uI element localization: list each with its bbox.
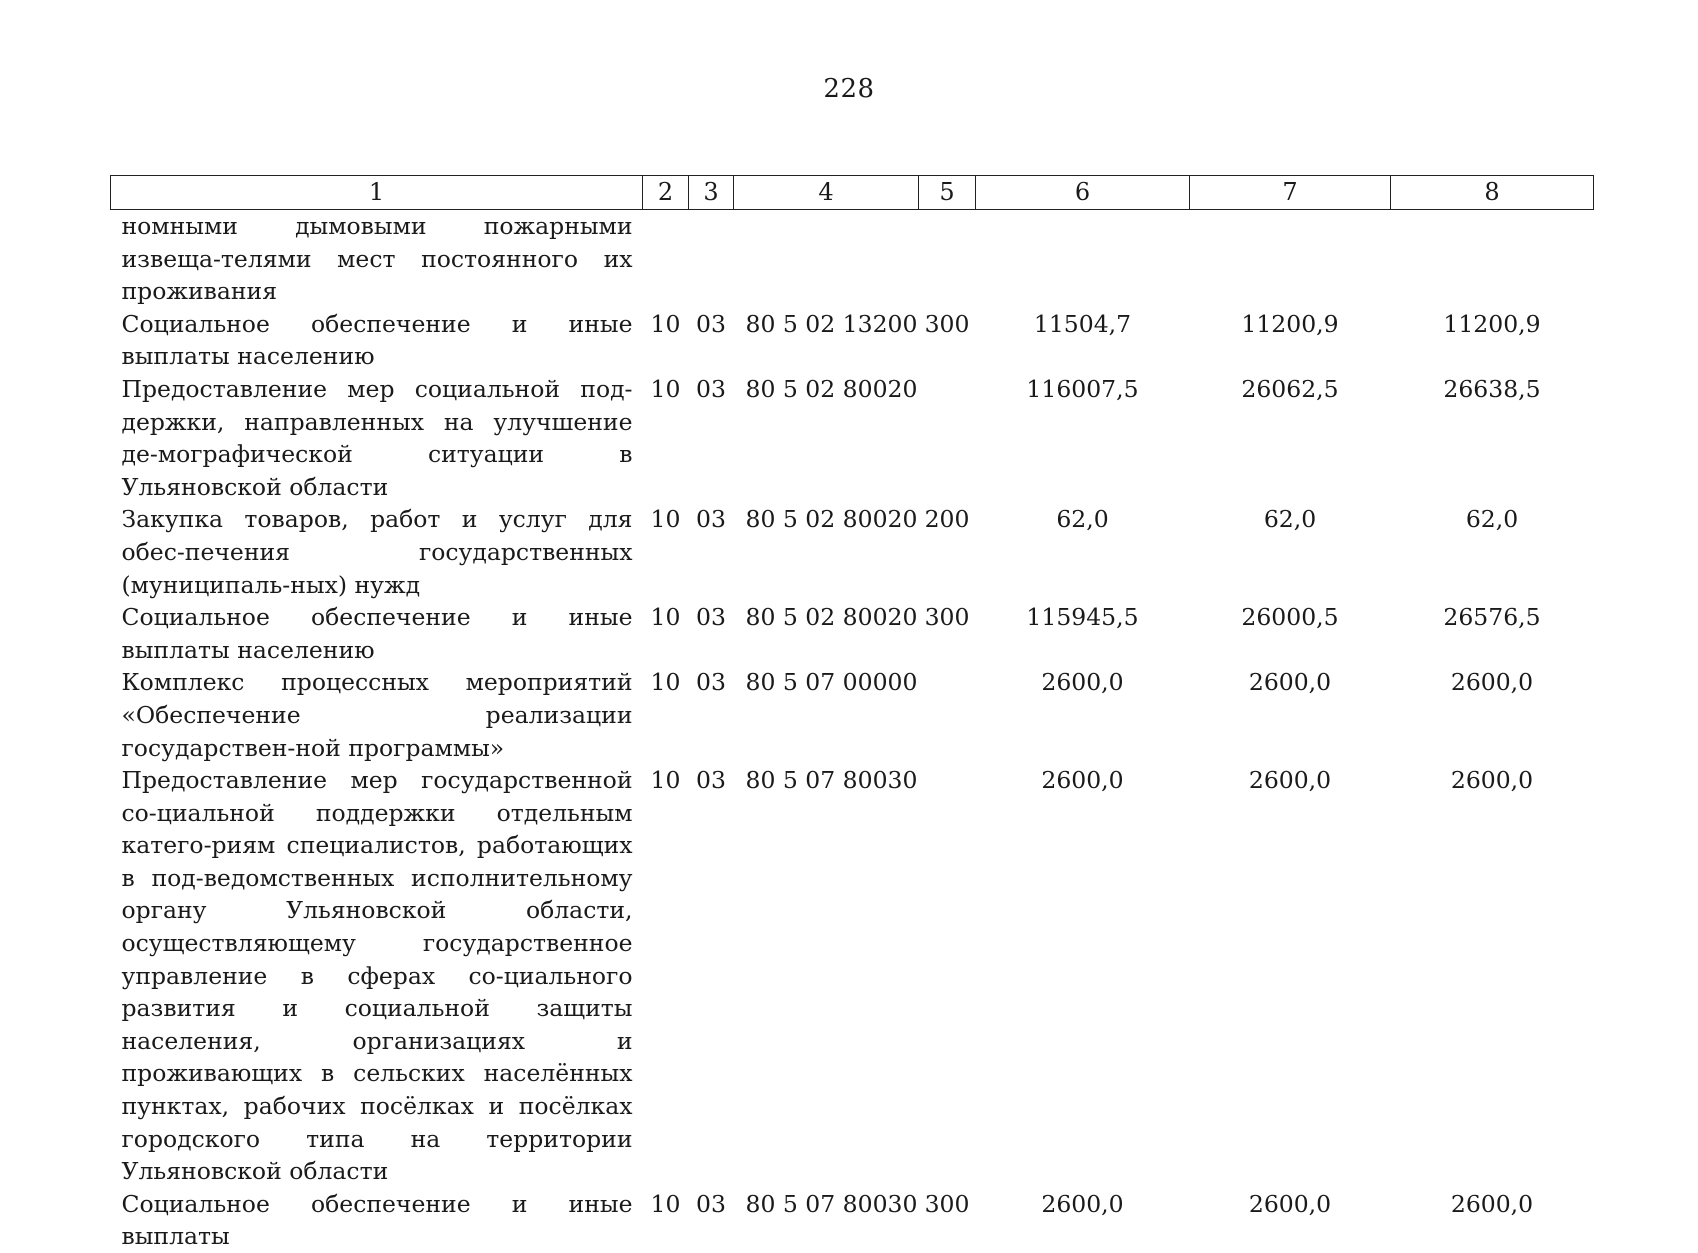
row-target-code: 80 5 02 80020 <box>745 603 918 632</box>
row-value-7: 62,0 <box>1263 505 1317 534</box>
row-target-code: 80 5 07 00000 <box>745 668 918 697</box>
row-value-8: 62,0 <box>1465 505 1519 534</box>
row-target-code <box>734 210 919 308</box>
header-cell-7: 7 <box>1190 176 1391 210</box>
row-section: 10 <box>650 603 681 632</box>
row-value-6: 2600,0 <box>1041 766 1124 795</box>
row-name: Социальное обеспечение и иные выплаты населению <box>121 603 633 664</box>
row-target-code: 80 5 02 13200 <box>745 309 918 338</box>
header-cell-8: 8 <box>1391 176 1594 210</box>
row-section <box>643 210 689 308</box>
row-value-7: 2600,0 <box>1248 1189 1332 1218</box>
row-name: Предоставление мер государственной со-циальной поддержки отдельным катего-риям специалистов, работающих в под-ведомственных исполнительному органу Ульяновской области, осуществляющему государственное управление в сферах со-циального развития и социальной защиты населения, организациях и проживающих в сельских населённых пунктах, рабочих посёлках и посёлках городского типа на территории Ульяновской области <box>121 766 633 1186</box>
row-name: Комплекс процессных мероприятий «Обеспечение реализации государствен-ной программы» <box>121 668 633 762</box>
row-value-7 <box>1190 210 1391 308</box>
row-subsection: 03 <box>696 505 726 534</box>
row-name: Социальное обеспечение и иные выплаты населению <box>121 309 633 371</box>
table-row <box>111 764 1594 1188</box>
row-name: Предоставление мер социальной под-держки, направленных на улучшение де-мографической ситуации в Ульяновской области <box>121 374 633 501</box>
header-cell-2: 2 <box>643 176 689 210</box>
row-target-code: 80 5 02 80020 <box>745 505 918 534</box>
row-expense-type <box>919 210 976 308</box>
table-row <box>111 210 1594 308</box>
table-row <box>111 503 1594 601</box>
row-value-7: 2600,0 <box>1248 766 1332 795</box>
row-section: 10 <box>650 1189 681 1218</box>
row-value-8: 2600,0 <box>1450 1189 1534 1218</box>
row-value-7: 26000,5 <box>1241 603 1339 632</box>
row-value-8 <box>1391 210 1594 308</box>
header-row <box>111 176 1594 210</box>
row-value-6 <box>976 210 1190 308</box>
row-expense-type: 300 <box>924 603 970 632</box>
row-value-6: 116007,5 <box>1026 374 1139 403</box>
row-expense-type: 300 <box>924 309 970 338</box>
row-subsection <box>689 210 734 308</box>
row-section: 10 <box>650 505 681 534</box>
row-value-8: 2600,0 <box>1450 668 1534 697</box>
row-name: Закупка товаров, работ и услуг для обес-печения государственных (муниципаль-ных) нужд <box>121 505 633 599</box>
row-value-6: 2600,0 <box>1041 1189 1124 1218</box>
row-value-7: 2600,0 <box>1248 668 1332 697</box>
row-name: Социальное обеспечение и иные выплаты <box>121 1189 633 1251</box>
row-expense-type: 300 <box>924 1189 970 1218</box>
header-cell-5: 5 <box>919 176 976 210</box>
row-value-7: 11200,9 <box>1241 309 1339 338</box>
row-section: 10 <box>650 668 681 697</box>
header-cell-6: 6 <box>976 176 1190 210</box>
row-value-6: 2600,0 <box>1041 668 1124 697</box>
row-section: 10 <box>650 766 681 795</box>
row-value-8: 26576,5 <box>1443 603 1541 632</box>
row-value-8: 2600,0 <box>1450 766 1534 795</box>
table-row <box>111 666 1594 764</box>
row-subsection: 03 <box>696 668 726 697</box>
header-cell-3: 3 <box>689 176 734 210</box>
row-target-code: 80 5 07 80030 <box>745 1189 918 1218</box>
row-name: номными дымовыми пожарными извеща-телями мест постоянного их проживания <box>121 212 633 306</box>
row-expense-type <box>919 764 976 1188</box>
row-value-7: 26062,5 <box>1241 374 1339 403</box>
table-row <box>111 1188 1594 1253</box>
table-row <box>111 373 1594 503</box>
row-expense-type <box>919 373 976 503</box>
row-value-8: 26638,5 <box>1443 374 1541 403</box>
table-row <box>111 601 1594 666</box>
row-subsection: 03 <box>696 603 726 632</box>
row-subsection: 03 <box>696 374 726 403</box>
row-target-code: 80 5 02 80020 <box>745 374 918 403</box>
header-cell-4: 4 <box>734 176 919 210</box>
row-subsection: 03 <box>696 309 726 338</box>
budget-table <box>110 175 1594 1253</box>
row-value-6: 62,0 <box>1056 505 1109 534</box>
page-number: 228 <box>823 74 875 104</box>
row-subsection: 03 <box>696 1189 726 1218</box>
row-target-code: 80 5 07 80030 <box>745 766 918 795</box>
row-value-6: 115945,5 <box>1026 603 1139 632</box>
table-row <box>111 308 1594 373</box>
row-section: 10 <box>650 374 681 403</box>
row-section: 10 <box>650 309 681 338</box>
row-expense-type <box>919 666 976 764</box>
row-value-8: 11200,9 <box>1443 309 1541 338</box>
row-expense-type: 200 <box>924 505 970 534</box>
row-subsection: 03 <box>696 766 726 795</box>
row-value-6: 11504,7 <box>1033 309 1132 338</box>
header-cell-1: 1 <box>111 176 643 210</box>
